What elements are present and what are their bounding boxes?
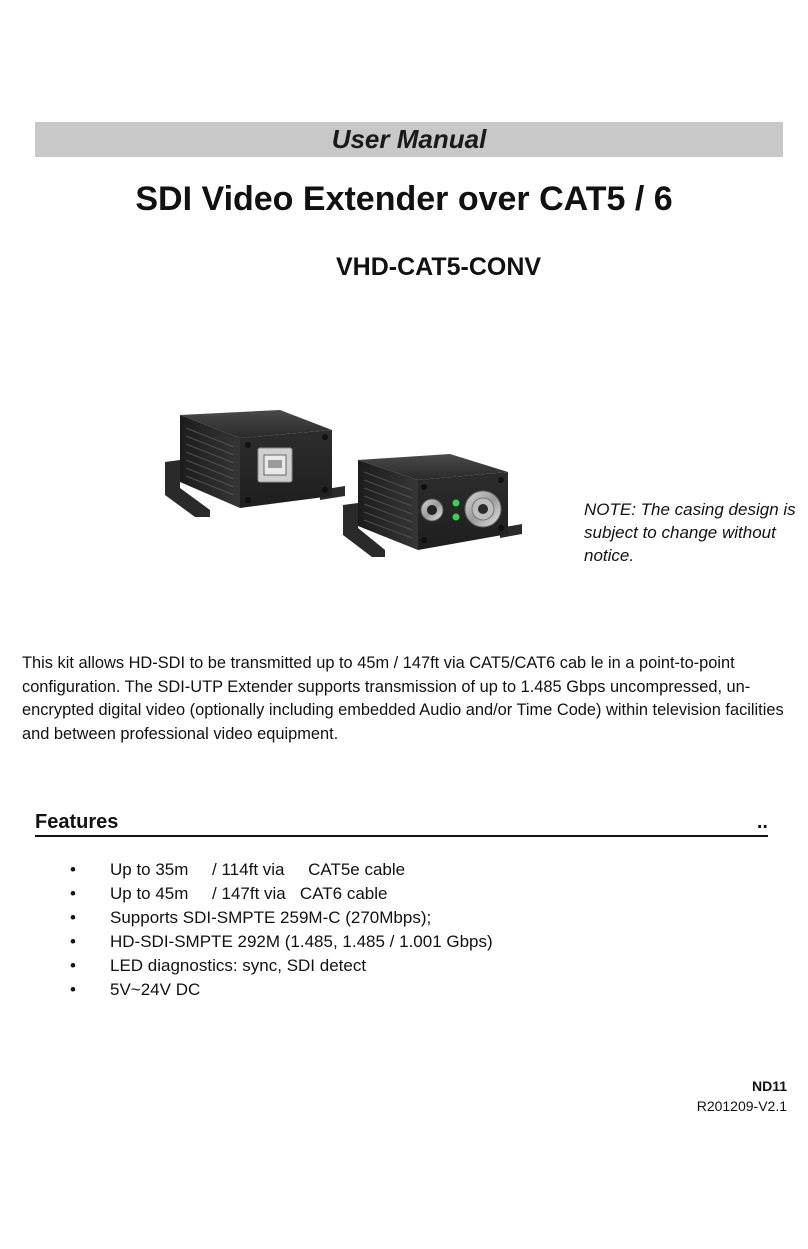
feature-text: Supports SDI-SMPTE 259M-C (270Mbps); (110, 908, 432, 927)
bullet-icon: • (70, 884, 76, 903)
features-title: Features (35, 811, 119, 833)
banner-text: User Manual (331, 124, 487, 154)
feature-text: 5V~24V DC (110, 980, 201, 999)
feature-item (70, 906, 432, 930)
features-heading (35, 811, 768, 837)
bullet-icon: • (70, 860, 76, 879)
document-revision: R201209-V2.1 (696, 1098, 787, 1114)
header-banner (35, 122, 783, 157)
led-indicator-sdi (453, 514, 460, 521)
bullet-icon: • (70, 956, 76, 975)
feature-item (70, 954, 367, 978)
bullet-icon: • (70, 980, 76, 999)
bnc-unit (343, 454, 522, 557)
feature-text: LED diagnostics: sync, SDI detect (110, 956, 367, 975)
feature-item (70, 978, 201, 1002)
product-photo (160, 400, 540, 570)
feature-text: Up to 45m / 147ft via CAT6 cable (110, 884, 388, 903)
features-dots: .. (756, 811, 768, 833)
feature-text: Up to 35m / 114ft via CAT5e cable (110, 860, 406, 879)
features-list (70, 858, 493, 1002)
document-code: ND11 (751, 1078, 787, 1094)
intro-paragraph: This kit allows HD-SDI to be transmitted up to 45m / 147ft via CAT5/CAT6 cab le in a point-to-point configuration. The SDI-UTP Extender supports transmission of up to 1.485 Gbps uncompressed, un-encrypted digital video (optionally including embedded Audio and/or Time Code) within television facilities and between professional video equipment. (22, 654, 784, 743)
feature-item (70, 882, 388, 906)
feature-item (70, 858, 406, 882)
led-indicator-sync (453, 500, 460, 507)
casing-note: NOTE: The casing design is subject to change without notice. (584, 500, 796, 565)
feature-item (70, 930, 493, 954)
bullet-icon: • (70, 908, 76, 927)
model-number: VHD-CAT5-CONV (336, 253, 542, 281)
rj45-unit (165, 410, 345, 517)
page-title: SDI Video Extender over CAT5 / 6 (135, 180, 673, 218)
feature-text: HD-SDI-SMPTE 292M (1.485, 1.485 / 1.001 Gbps) (110, 932, 493, 951)
bullet-icon: • (70, 932, 76, 951)
document-reference (697, 1076, 787, 1116)
